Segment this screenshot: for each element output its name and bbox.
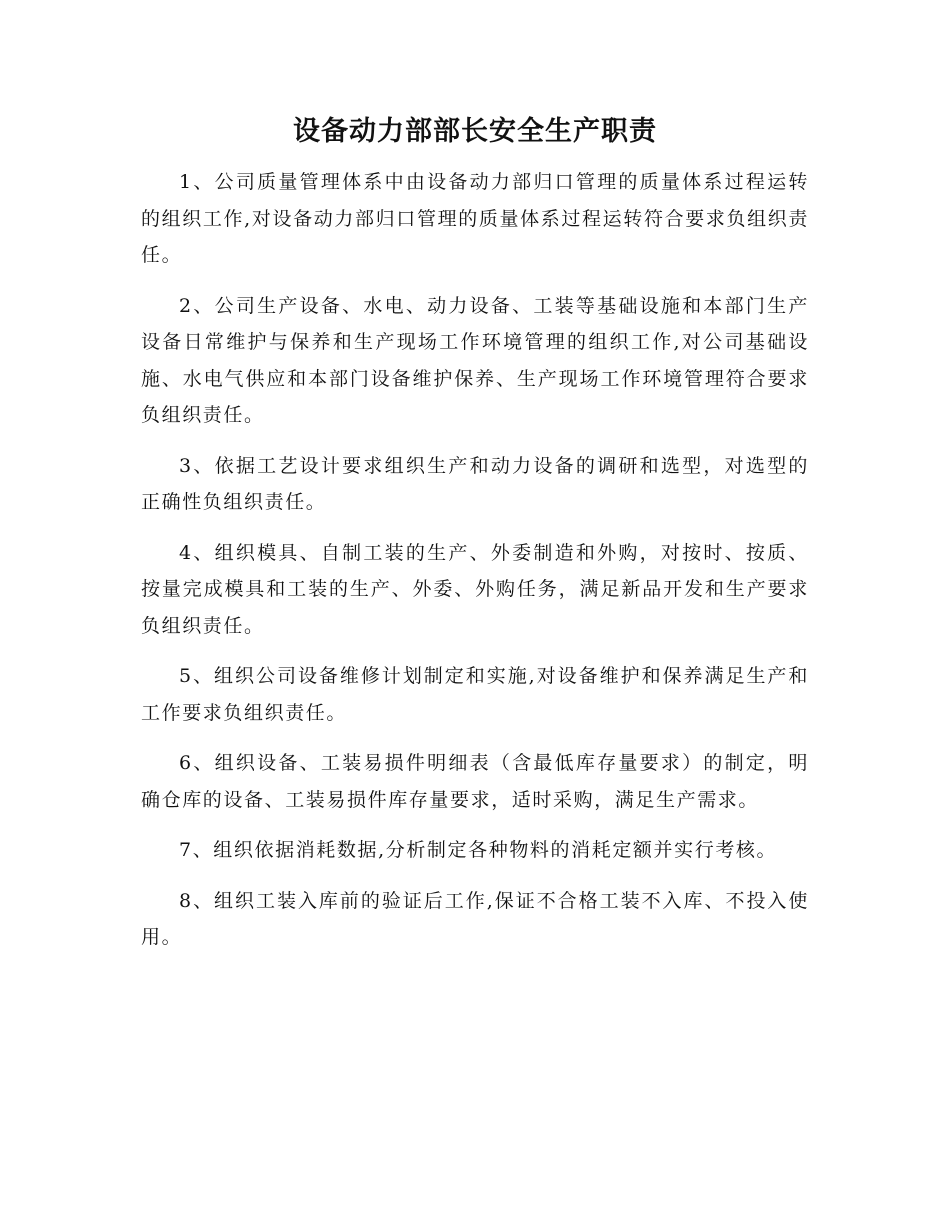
paragraph-5: 5、组织公司设备维修计划制定和实施,对设备维护和保养满足生产和工作要求负组织责任。: [141, 665, 809, 724]
paragraph-1: 1、公司质量管理体系中由设备动力部归口管理的质量体系过程运转的组织工作,对设备动力部归口管理的质量体系过程运转符合要求负组织责任。: [141, 171, 809, 266]
paragraph-3: 3、依据工艺设计要求组织生产和动力设备的调研和选型，对选型的正确性负组织责任。: [141, 454, 809, 513]
paragraph-6: 6、组织设备、工装易损件明细表（含最低库存量要求）的制定，明确仓库的设备、工装易损件库存量要求，适时采购，满足生产需求。: [141, 752, 809, 811]
document-body: [141, 164, 809, 970]
document-title: 设备动力部部长安全生产职责: [293, 116, 657, 147]
paragraph-8: 8、组织工装入库前的验证后工作,保证不合格工装不入库、不投入使用。: [141, 889, 809, 948]
paragraph-7: 7、组织依据消耗数据,分析制定各种物料的消耗定额并实行考核。: [179, 839, 778, 861]
paragraph-4: 4、组织模具、自制工装的生产、外委制造和外购，对按时、按质、按量完成模具和工装的生产、外委、外购任务，满足新品开发和生产要求负组织责任。: [141, 541, 809, 637]
paragraph-2: 2、公司生产设备、水电、动力设备、工装等基础设施和本部门生产设备日常维护与保养和生产现场工作环境管理的组织工作,对公司基础设施、水电气供应和本部门设备维护保养、生产现场工作环境管理符合要求负组织责任。: [141, 294, 809, 426]
